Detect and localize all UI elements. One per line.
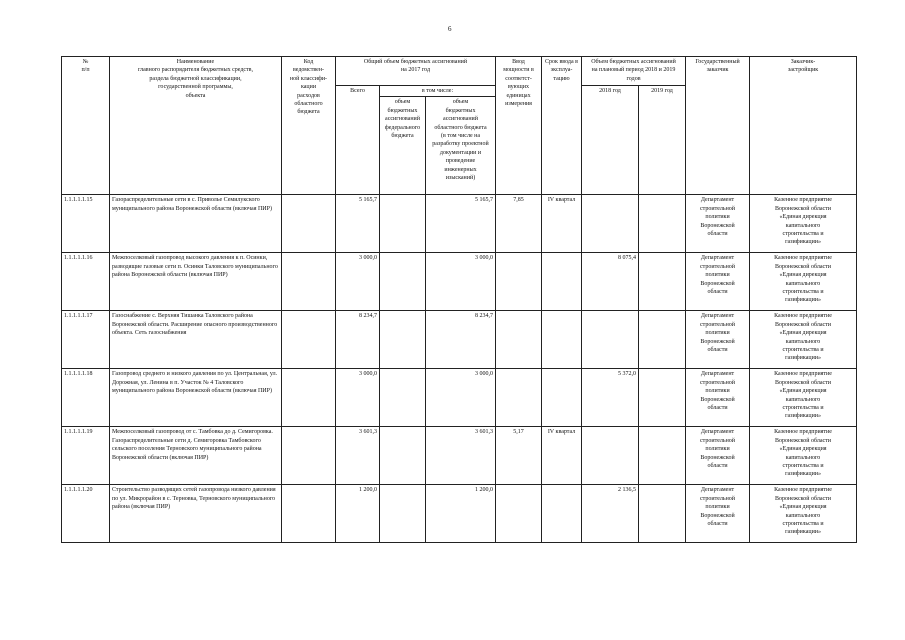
cell-deadline xyxy=(542,253,582,311)
header-code: Код ведомствен- ной классифи- кации расходов областного бюджета xyxy=(282,57,336,195)
cell-2018 xyxy=(582,311,639,369)
cell-deadline xyxy=(542,311,582,369)
header-name: Наименование главного распорядителя бюджетных средств, раздела бюджетной классификации, государственной программы, объекта xyxy=(110,57,282,195)
header-all: Всего xyxy=(336,86,380,195)
cell-customer: Департамент строительной политики Воронежской области xyxy=(686,311,750,369)
cell-code xyxy=(282,427,336,485)
cell-name: Газораспределительные сети в с. Приволье Семилукского муниципального района Воронежской области (включая ПИР) xyxy=(110,195,282,253)
cell-customer: Департамент строительной политики Воронежской области xyxy=(686,253,750,311)
cell-2019 xyxy=(639,253,686,311)
cell-deadline xyxy=(542,369,582,427)
cell-code xyxy=(282,195,336,253)
cell-2019 xyxy=(639,369,686,427)
cell-deadline: IV квартал xyxy=(542,427,582,485)
cell-total: 3 000,0 xyxy=(336,253,380,311)
cell-customer: Департамент строительной политики Воронежской области xyxy=(686,427,750,485)
cell-total: 5 165,7 xyxy=(336,195,380,253)
cell-builder: Казенное предприятие Воронежской области «Единая дирекция капитального строительства и газификации» xyxy=(750,253,857,311)
cell-deadline: IV квартал xyxy=(542,195,582,253)
cell-capacity xyxy=(496,485,542,543)
cell-regional: 5 165,7 xyxy=(426,195,496,253)
cell-num: 1.1.1.1.1.15 xyxy=(62,195,110,253)
header-customer: Государственный заказчик xyxy=(686,57,750,195)
cell-capacity xyxy=(496,369,542,427)
header-capacity: Ввод мощности в соответст- вующих единицах измерения xyxy=(496,57,542,195)
cell-total: 8 234,7 xyxy=(336,311,380,369)
header-including: в том числе: xyxy=(380,86,496,97)
cell-name: Межпоселковый газопровод высокого давления к п. Осинки, разводящие газовые сети п. Осинки Таловского муниципального района Воронежской области (включая ПИР) xyxy=(110,253,282,311)
cell-federal xyxy=(380,427,426,485)
table-header-row xyxy=(62,57,857,86)
header-total-2017: Общий объем бюджетных ассигнований на 2017 год xyxy=(336,57,496,86)
header-builder: Заказчик- застройщик xyxy=(750,57,857,195)
cell-num: 1.1.1.1.1.16 xyxy=(62,253,110,311)
cell-builder: Казенное предприятие Воронежской области «Единая дирекция капитального строительства и газификации» xyxy=(750,369,857,427)
cell-2018: 5 372,0 xyxy=(582,369,639,427)
cell-2018: 2 136,5 xyxy=(582,485,639,543)
cell-regional: 8 234,7 xyxy=(426,311,496,369)
cell-2019 xyxy=(639,311,686,369)
table-row xyxy=(62,485,857,543)
page-number: 6 xyxy=(448,25,452,33)
cell-builder: Казенное предприятие Воронежской области «Единая дирекция капитального строительства и газификации» xyxy=(750,427,857,485)
cell-num: 1.1.1.1.1.18 xyxy=(62,369,110,427)
cell-total: 1 200,0 xyxy=(336,485,380,543)
header-planned: Объем бюджетных ассигнований на плановый период 2018 и 2019 годов xyxy=(582,57,686,86)
cell-total: 3 601,3 xyxy=(336,427,380,485)
header-regional: объем бюджетных ассигнований областного бюджета (в том числе на разработку проектной документации и проведение инженерных изысканий) xyxy=(426,97,496,195)
cell-regional: 3 601,3 xyxy=(426,427,496,485)
cell-total: 3 000,0 xyxy=(336,369,380,427)
cell-deadline xyxy=(542,485,582,543)
cell-num: 1.1.1.1.1.19 xyxy=(62,427,110,485)
cell-capacity xyxy=(496,253,542,311)
cell-2019 xyxy=(639,427,686,485)
cell-federal xyxy=(380,253,426,311)
cell-builder: Казенное предприятие Воронежской области «Единая дирекция капитального строительства и газификации» xyxy=(750,195,857,253)
cell-builder: Казенное предприятие Воронежской области «Единая дирекция капитального строительства и газификации» xyxy=(750,311,857,369)
table-row xyxy=(62,195,857,253)
cell-builder: Казенное предприятие Воронежской области «Единая дирекция капитального строительства и газификации» xyxy=(750,485,857,543)
table-row xyxy=(62,427,857,485)
header-2019: 2019 год xyxy=(639,86,686,195)
cell-federal xyxy=(380,485,426,543)
cell-code xyxy=(282,311,336,369)
cell-2018 xyxy=(582,195,639,253)
cell-num: 1.1.1.1.1.20 xyxy=(62,485,110,543)
cell-regional: 1 200,0 xyxy=(426,485,496,543)
header-num: № п/п xyxy=(62,57,110,195)
cell-federal xyxy=(380,369,426,427)
table-row xyxy=(62,311,857,369)
cell-2018: 8 075,4 xyxy=(582,253,639,311)
budget-table xyxy=(61,56,857,543)
cell-code xyxy=(282,253,336,311)
cell-code xyxy=(282,485,336,543)
cell-2018 xyxy=(582,427,639,485)
cell-name: Газопровод среднего и низкого давления по ул. Центральная, ул. Дорожная, ул. Ленина в п. Участок № 4 Таловского муниципального района Воронежской области (включая ПИР) xyxy=(110,369,282,427)
cell-capacity: 5,17 xyxy=(496,427,542,485)
header-federal: объем бюджетных ассигнований федерального бюджета xyxy=(380,97,426,195)
cell-regional: 3 000,0 xyxy=(426,253,496,311)
cell-2019 xyxy=(639,195,686,253)
cell-federal xyxy=(380,195,426,253)
cell-name: Газоснабжение с. Верхняя Тишанка Таловского района Воронежской области. Расширение опасного производственного объекта. Сеть газоснабжения xyxy=(110,311,282,369)
cell-customer: Департамент строительной политики Воронежской области xyxy=(686,195,750,253)
cell-federal xyxy=(380,311,426,369)
table-row xyxy=(62,369,857,427)
cell-2019 xyxy=(639,485,686,543)
header-2018: 2018 год xyxy=(582,86,639,195)
cell-num: 1.1.1.1.1.17 xyxy=(62,311,110,369)
table-row xyxy=(62,253,857,311)
cell-name: Строительство разводящих сетей газопровода низкого давления по ул. Микрорайон в с. Терновка, Терновского муниципального района (включая ПИР) xyxy=(110,485,282,543)
header-deadline: Срок ввода в эксплуа- тацию xyxy=(542,57,582,195)
cell-customer: Департамент строительной политики Воронежской области xyxy=(686,485,750,543)
cell-name: Межпоселковый газопровод от с. Тамбовка до д. Семигоровка. Газораспределительные сети д. Семигоровка Тамбовского сельского поселения Терновского муниципального района Воронежской области (включая ПИР) xyxy=(110,427,282,485)
cell-capacity xyxy=(496,311,542,369)
cell-regional: 3 000,0 xyxy=(426,369,496,427)
cell-capacity: 7,85 xyxy=(496,195,542,253)
cell-customer: Департамент строительной политики Воронежской области xyxy=(686,369,750,427)
cell-code xyxy=(282,369,336,427)
